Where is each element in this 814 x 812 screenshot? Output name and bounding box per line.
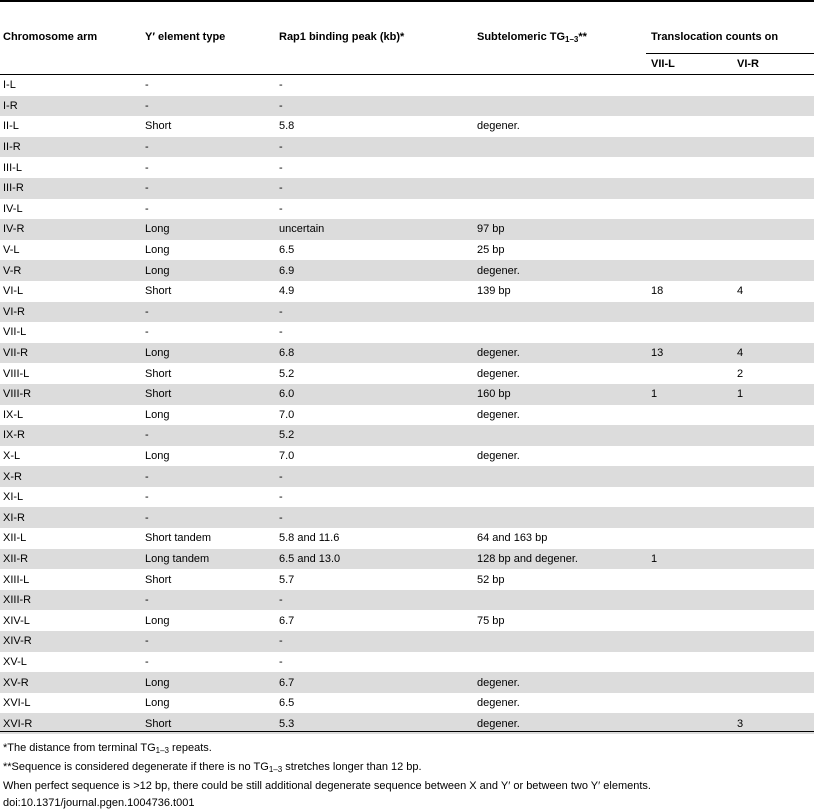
cell-count-vi-r xyxy=(732,425,814,446)
cell-rap1-peak: - xyxy=(274,137,472,158)
cell-count-vi-r xyxy=(732,260,814,281)
cell-rap1-peak: - xyxy=(274,302,472,323)
header-blank-4 xyxy=(472,54,646,75)
cell-chromosome-arm: X-L xyxy=(3,449,21,462)
table-row xyxy=(0,281,814,302)
cell-subtelomeric xyxy=(472,322,646,343)
cell-count-vii-l xyxy=(646,507,732,528)
table-row xyxy=(0,137,814,158)
cell-y-element-type: Short xyxy=(140,713,274,734)
cell-count-vii-l: 1 xyxy=(646,549,732,570)
cell-count-vi-r xyxy=(732,466,814,487)
cell-count-vii-l xyxy=(646,116,732,137)
cell-rap1-peak: 6.9 xyxy=(274,260,472,281)
table-row xyxy=(0,549,814,570)
cell-rap1-peak: 5.2 xyxy=(279,367,295,380)
table-row xyxy=(0,672,814,693)
table-row xyxy=(0,219,814,240)
cell-count-vii-l xyxy=(646,199,732,220)
header-translocation-group: Translocation counts on xyxy=(651,31,779,43)
data-table xyxy=(0,21,814,734)
cell-chromosome-arm: IX-R xyxy=(0,425,140,446)
cell-subtelomeric xyxy=(472,302,646,323)
cell-chromosome-arm: X-R xyxy=(0,466,140,487)
header-blank-1 xyxy=(0,54,140,75)
table-row xyxy=(0,199,814,220)
cell-subtelomeric: degener. xyxy=(477,120,520,133)
cell-count-vi-r xyxy=(732,116,814,137)
cell-count-vi-r: 3 xyxy=(732,713,814,734)
cell-rap1-peak: 6.5 xyxy=(279,697,295,710)
cell-count-vii-l xyxy=(646,322,732,343)
header-subtelomeric xyxy=(472,21,646,54)
cell-y-element-type: - xyxy=(140,507,274,528)
cell-count-vii-l xyxy=(646,178,732,199)
footnote-1-subscript: 1–3 xyxy=(155,746,169,755)
cell-chromosome-arm: XIII-R xyxy=(0,590,140,611)
cell-chromosome-arm: XIII-L xyxy=(3,573,30,586)
table-row xyxy=(0,590,814,611)
cell-count-vii-l xyxy=(646,610,732,631)
cell-chromosome-arm: I-L xyxy=(3,79,16,92)
cell-count-vii-l: 1 xyxy=(646,384,732,405)
cell-subtelomeric xyxy=(472,137,646,158)
cell-rap1-peak: 5.7 xyxy=(279,573,295,586)
cell-count-vi-r xyxy=(732,178,814,199)
cell-y-element-type: - xyxy=(140,590,274,611)
cell-subtelomeric: 160 bp xyxy=(472,384,646,405)
cell-count-vi-r xyxy=(732,549,814,570)
cell-count-vi-r xyxy=(732,528,814,549)
cell-rap1-peak: - xyxy=(274,178,472,199)
cell-y-element-type: - xyxy=(140,302,274,323)
table-top-rule xyxy=(0,0,814,2)
cell-chromosome-arm: VI-R xyxy=(0,302,140,323)
header-subtelomeric-subscript: 1–3 xyxy=(565,34,579,44)
cell-rap1-peak: 7.0 xyxy=(279,408,295,421)
cell-chromosome-arm: XV-L xyxy=(3,655,27,668)
cell-count-vii-l xyxy=(646,363,732,384)
header-rap1-peak: Rap1 binding peak (kb)* xyxy=(279,31,405,44)
header-subtelomeric-suffix: ** xyxy=(578,30,587,43)
cell-rap1-peak: 5.3 xyxy=(274,713,472,734)
cell-subtelomeric: 25 bp xyxy=(477,244,505,257)
cell-chromosome-arm: XV-R xyxy=(0,672,140,693)
table-row xyxy=(0,610,814,631)
table-row xyxy=(0,302,814,323)
cell-count-vii-l: 18 xyxy=(651,285,664,298)
cell-subtelomeric: 64 and 163 bp xyxy=(477,532,548,545)
cell-subtelomeric: degener. xyxy=(472,672,646,693)
cell-count-vi-r xyxy=(732,322,814,343)
cell-subtelomeric: degener. xyxy=(477,449,520,462)
cell-chromosome-arm: III-L xyxy=(3,161,22,174)
cell-count-vi-r xyxy=(732,240,814,261)
cell-y-element-type: Short xyxy=(145,120,172,133)
cell-count-vi-r: 4 xyxy=(737,285,744,298)
cell-chromosome-arm: I-R xyxy=(0,96,140,117)
cell-chromosome-arm: VIII-R xyxy=(0,384,140,405)
cell-chromosome-arm: IX-L xyxy=(3,408,24,421)
table-row xyxy=(0,343,814,364)
cell-count-vi-r: 1 xyxy=(732,384,814,405)
cell-count-vi-r xyxy=(732,569,814,590)
cell-count-vi-r xyxy=(732,405,814,426)
cell-subtelomeric: degener. xyxy=(472,343,646,364)
table-row xyxy=(0,178,814,199)
cell-count-vii-l xyxy=(646,672,732,693)
cell-y-element-type: Short xyxy=(140,384,274,405)
cell-chromosome-arm: XIV-R xyxy=(0,631,140,652)
cell-rap1-peak: - xyxy=(274,631,472,652)
cell-y-element-type: - xyxy=(140,137,274,158)
footnote-2 xyxy=(3,759,813,778)
cell-count-vi-r xyxy=(732,157,814,178)
cell-y-element-type: - xyxy=(140,466,274,487)
table-row xyxy=(0,260,814,281)
cell-subtelomeric xyxy=(472,507,646,528)
cell-count-vii-l xyxy=(646,425,732,446)
cell-count-vi-r xyxy=(732,302,814,323)
cell-chromosome-arm: XII-R xyxy=(0,549,140,570)
cell-count-vii-l xyxy=(646,569,732,590)
cell-rap1-peak: - xyxy=(279,326,283,339)
table-row xyxy=(0,446,814,467)
cell-chromosome-arm: XVI-R xyxy=(0,713,140,734)
cell-subtelomeric: 52 bp xyxy=(477,573,505,586)
cell-rap1-peak: 5.8 xyxy=(279,120,295,133)
cell-count-vi-r xyxy=(732,652,814,673)
cell-count-vii-l xyxy=(646,75,732,96)
cell-y-element-type: Long tandem xyxy=(140,549,274,570)
cell-count-vii-l xyxy=(646,631,732,652)
cell-subtelomeric: degener. xyxy=(477,697,520,710)
cell-chromosome-arm: II-L xyxy=(3,120,19,133)
cell-rap1-peak: 7.0 xyxy=(279,449,295,462)
cell-chromosome-arm: II-R xyxy=(0,137,140,158)
header-subtelomeric-text: Subtelomeric TG xyxy=(477,30,566,43)
cell-chromosome-arm: XVI-L xyxy=(3,697,31,710)
cell-count-vii-l xyxy=(646,96,732,117)
footnote-1-suffix: repeats. xyxy=(169,742,212,754)
table-row xyxy=(0,75,814,96)
cell-subtelomeric xyxy=(472,590,646,611)
cell-count-vii-l xyxy=(646,219,732,240)
table-row xyxy=(0,96,814,117)
cell-rap1-peak: 4.9 xyxy=(279,285,295,298)
cell-subtelomeric xyxy=(472,631,646,652)
cell-subtelomeric xyxy=(472,178,646,199)
cell-count-vi-r xyxy=(732,219,814,240)
cell-rap1-peak: - xyxy=(274,507,472,528)
cell-rap1-peak: 5.2 xyxy=(274,425,472,446)
cell-rap1-peak: 6.7 xyxy=(279,614,295,627)
cell-y-element-type: Long xyxy=(145,449,170,462)
cell-y-element-type: Short xyxy=(145,367,172,380)
cell-count-vii-l xyxy=(646,302,732,323)
cell-subtelomeric: 97 bp xyxy=(472,219,646,240)
cell-count-vii-l xyxy=(646,157,732,178)
cell-chromosome-arm: VIII-L xyxy=(3,367,30,380)
cell-rap1-peak: 6.8 xyxy=(274,343,472,364)
cell-subtelomeric xyxy=(472,199,646,220)
table-row xyxy=(0,157,814,178)
cell-y-element-type: Long xyxy=(145,244,170,257)
cell-y-element-type: Short xyxy=(145,573,172,586)
cell-subtelomeric xyxy=(472,466,646,487)
table-row xyxy=(0,693,814,714)
cell-rap1-peak: 6.5 xyxy=(279,244,295,257)
cell-y-element-type: - xyxy=(140,96,274,117)
cell-y-element-type: - xyxy=(145,161,149,174)
header-vi-r: VI-R xyxy=(732,54,814,75)
cell-y-element-type: Long xyxy=(145,697,170,710)
cell-subtelomeric: 139 bp xyxy=(477,285,511,298)
cell-subtelomeric xyxy=(472,425,646,446)
footnote-2-suffix: stretches longer than 12 bp. xyxy=(282,761,422,773)
cell-rap1-peak: - xyxy=(274,590,472,611)
cell-subtelomeric: degener. xyxy=(477,408,520,421)
footnote-1-text: *The distance from terminal TG xyxy=(3,742,156,754)
cell-count-vi-r: 4 xyxy=(732,343,814,364)
cell-count-vi-r xyxy=(732,507,814,528)
cell-subtelomeric xyxy=(472,487,646,508)
cell-y-element-type: - xyxy=(145,202,149,215)
cell-count-vii-l xyxy=(646,590,732,611)
table-row xyxy=(0,569,814,590)
cell-y-element-type: - xyxy=(145,326,149,339)
table-row xyxy=(0,652,814,673)
cell-count-vii-l xyxy=(646,693,732,714)
cell-count-vii-l xyxy=(646,487,732,508)
header-blank-2 xyxy=(140,54,274,75)
cell-rap1-peak: - xyxy=(279,491,283,504)
cell-y-element-type: - xyxy=(145,655,149,668)
cell-subtelomeric xyxy=(472,75,646,96)
cell-rap1-peak: - xyxy=(279,202,283,215)
cell-y-element-type: Long xyxy=(140,343,274,364)
cell-chromosome-arm: XI-L xyxy=(3,491,24,504)
cell-y-element-type: - xyxy=(140,178,274,199)
cell-count-vii-l xyxy=(646,652,732,673)
cell-count-vii-l xyxy=(646,137,732,158)
cell-subtelomeric xyxy=(472,96,646,117)
footnote-2-subscript: 1–3 xyxy=(268,765,283,774)
cell-count-vi-r xyxy=(732,75,814,96)
cell-subtelomeric: 75 bp xyxy=(477,614,505,627)
cell-count-vi-r xyxy=(732,610,814,631)
cell-count-vii-l xyxy=(646,260,732,281)
cell-chromosome-arm: XI-R xyxy=(0,507,140,528)
cell-chromosome-arm: VII-L xyxy=(3,326,27,339)
cell-chromosome-arm: XIV-L xyxy=(3,614,30,627)
cell-chromosome-arm: IV-L xyxy=(3,202,23,215)
cell-count-vii-l xyxy=(646,405,732,426)
cell-count-vi-r xyxy=(732,590,814,611)
cell-subtelomeric: degener. xyxy=(472,713,646,734)
footnote-1 xyxy=(3,740,813,759)
header-vii-l: VII-L xyxy=(646,54,732,75)
cell-chromosome-arm: V-L xyxy=(3,244,20,257)
cell-count-vi-r xyxy=(732,487,814,508)
table-row xyxy=(0,116,814,137)
cell-subtelomeric: degener. xyxy=(477,367,520,380)
cell-chromosome-arm: VI-L xyxy=(3,285,24,298)
cell-y-element-type: Short xyxy=(145,285,172,298)
cell-count-vi-r xyxy=(732,96,814,117)
table-row xyxy=(0,240,814,261)
cell-rap1-peak: 5.8 and 11.6 xyxy=(279,532,340,545)
header-y-element-type: Y′ element type xyxy=(145,31,226,44)
footnote-3: When perfect sequence is >12 bp, there could be still additional degenerate sequence between X and Y′ or between two Y′ elements. xyxy=(3,780,651,792)
footnotes xyxy=(3,740,813,812)
doi-link[interactable]: doi:10.1371/journal.pgen.1004736.t001 xyxy=(3,797,195,809)
cell-count-vii-l xyxy=(646,528,732,549)
cell-count-vii-l xyxy=(646,466,732,487)
cell-rap1-peak: 6.0 xyxy=(274,384,472,405)
table-row xyxy=(0,384,814,405)
cell-rap1-peak: 6.7 xyxy=(274,672,472,693)
cell-y-element-type: Long xyxy=(140,219,274,240)
table-row xyxy=(0,507,814,528)
table-row xyxy=(0,363,814,384)
table-row xyxy=(0,466,814,487)
cell-y-element-type: - xyxy=(140,631,274,652)
cell-y-element-type: Long xyxy=(145,614,170,627)
cell-y-element-type: - xyxy=(145,491,149,504)
cell-count-vii-l: 13 xyxy=(646,343,732,364)
cell-chromosome-arm: XII-L xyxy=(3,532,27,545)
header-chromosome-arm: Chromosome arm xyxy=(3,31,98,44)
cell-count-vi-r xyxy=(732,446,814,467)
cell-chromosome-arm: V-R xyxy=(0,260,140,281)
cell-chromosome-arm: VII-R xyxy=(0,343,140,364)
cell-y-element-type: Long xyxy=(140,260,274,281)
table-row xyxy=(0,425,814,446)
table-row xyxy=(0,322,814,343)
cell-subtelomeric xyxy=(472,157,646,178)
cell-rap1-peak: - xyxy=(279,655,283,668)
cell-rap1-peak: uncertain xyxy=(274,219,472,240)
cell-subtelomeric: 128 bp and degener. xyxy=(472,549,646,570)
cell-count-vi-r: 2 xyxy=(737,367,744,380)
cell-y-element-type: - xyxy=(140,425,274,446)
cell-count-vii-l xyxy=(646,446,732,467)
table-row xyxy=(0,487,814,508)
header-blank-3 xyxy=(274,54,472,75)
footnote-2-text: **Sequence is considered degenerate if there is no TG xyxy=(3,761,269,773)
cell-count-vi-r xyxy=(732,693,814,714)
cell-count-vii-l xyxy=(646,240,732,261)
cell-y-element-type: Short tandem xyxy=(145,532,212,545)
table-header xyxy=(0,21,814,75)
cell-chromosome-arm: III-R xyxy=(0,178,140,199)
table-body xyxy=(0,75,814,735)
cell-rap1-peak: - xyxy=(279,161,283,174)
cell-rap1-peak: - xyxy=(274,96,472,117)
cell-count-vi-r xyxy=(732,199,814,220)
cell-rap1-peak: 6.5 and 13.0 xyxy=(274,549,472,570)
cell-count-vi-r xyxy=(732,137,814,158)
table-row xyxy=(0,528,814,549)
cell-count-vi-r xyxy=(732,672,814,693)
cell-y-element-type: - xyxy=(145,79,149,92)
cell-subtelomeric: degener. xyxy=(472,260,646,281)
cell-chromosome-arm: IV-R xyxy=(0,219,140,240)
cell-count-vi-r xyxy=(732,631,814,652)
table-row xyxy=(0,405,814,426)
cell-rap1-peak: - xyxy=(279,79,283,92)
cell-rap1-peak: - xyxy=(274,466,472,487)
cell-y-element-type: Long xyxy=(145,408,170,421)
cell-subtelomeric xyxy=(472,652,646,673)
cell-y-element-type: Long xyxy=(140,672,274,693)
table-row xyxy=(0,631,814,652)
table-bottom-rule xyxy=(0,731,814,732)
